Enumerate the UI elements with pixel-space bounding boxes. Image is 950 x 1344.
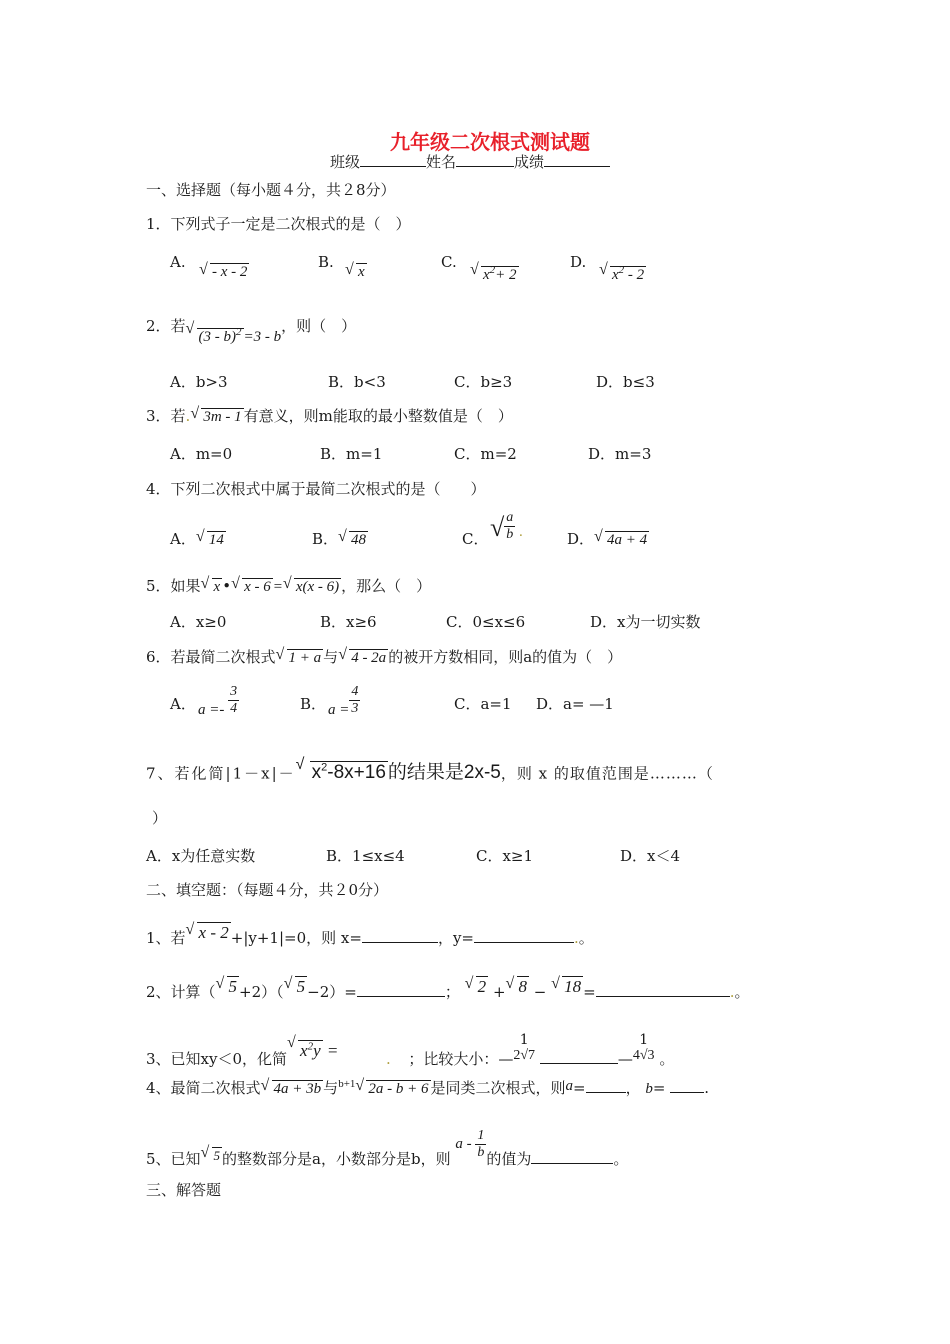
fill-2-blank-2[interactable]	[596, 982, 730, 997]
q5-option-c[interactable]: C．0≤x≤6	[446, 613, 526, 631]
class-blank[interactable]	[360, 152, 426, 167]
fill-4-a-blank[interactable]	[586, 1078, 626, 1093]
section-heading-choice: 一、选择题（每小题４分，共２8分）	[146, 181, 396, 199]
fill-1-x-blank[interactable]	[362, 928, 438, 943]
question-4-stem: 4．下列二次根式中属于最简二次根式的是（ ）	[146, 480, 486, 498]
student-info-line	[330, 152, 610, 172]
q5-option-d[interactable]: D．x为一切实数	[590, 613, 701, 631]
q2-option-a[interactable]: A．b>3	[170, 373, 228, 391]
fill-4: 4、最简二次根式√ 4a + 3b 与$^{b+1}$√ 2a - b + 6 是同类二次根式，则a= ， b= .	[146, 1074, 709, 1099]
q7-option-a[interactable]: A．x为任意实数	[146, 847, 256, 865]
q6-a-expr: a =- $\frac{3}{4}$	[198, 684, 238, 718]
fill-3: 3、已知xy＜0，化简√ $x^2y$ = . ；比较大小：— 1 2√7 — 1 4√3 。	[146, 1044, 674, 1076]
name-label: 姓名	[426, 153, 457, 171]
q6-option-a-label[interactable]: A．	[170, 695, 196, 713]
q3-option-d[interactable]: D．m=3	[588, 445, 652, 463]
fill-2: 2、计算（√ 5 +2）（√ 5 −2）= ； √ 2 +√ 8 − √ 18 = .。	[146, 982, 750, 1002]
q2-option-d[interactable]: D．b≤3	[596, 373, 655, 391]
q4-c-expr: √ $\frac{a}{b}$ .	[490, 510, 523, 543]
q1-b-expr: √ x	[345, 264, 367, 281]
fill-1-y-blank[interactable]	[474, 928, 574, 943]
question-6-stem: 6．若最简二次根式√ 1 + a 与√ 4 - 2a 的被开方数相同，则a的值为（ ）	[146, 647, 622, 668]
fill-3-blank-1[interactable]: .	[338, 1050, 391, 1068]
q2-option-c[interactable]: C．b≥3	[454, 373, 513, 391]
fill-4-b-blank[interactable]	[670, 1078, 704, 1093]
q1-option-a[interactable]: A.	[170, 253, 186, 271]
score-label: 成绩	[514, 153, 545, 171]
q4-option-b[interactable]: B．√ 48	[312, 529, 368, 550]
question-3-stem: 3．若.√ 3m - 1 有意义，则m能取的最小整数值是（ ）	[146, 406, 513, 427]
fill-1: 1、若√ x - 2 +|y+1|=0，则 x= ，y= .。	[146, 928, 594, 948]
question-2-stem: 2．若√ (3 - b)$^2$ =3 - b，则（ ）	[146, 312, 356, 337]
q1-option-c[interactable]: C.	[441, 253, 457, 271]
q7-option-c[interactable]: C．x≥1	[476, 847, 534, 865]
page-title: 九年级二次根式测试题	[390, 130, 590, 154]
q1-option-d[interactable]: D.	[570, 253, 587, 271]
q5-option-b[interactable]: B．x≥6	[320, 613, 377, 631]
fill-5-blank[interactable]	[531, 1149, 613, 1164]
fill-2-blank-1[interactable]	[357, 982, 445, 997]
question-1-stem: 1．下列式子一定是二次根式的是（ ）	[146, 215, 411, 233]
q4-option-d[interactable]: D．√ 4a + 4	[567, 529, 649, 550]
q4-option-a[interactable]: A．√ 14	[170, 529, 226, 550]
fill-5: 5、已知√ 5 的整数部分是a，小数部分是b，则 a - $\frac{1}{b}$ 的值为 。	[146, 1144, 628, 1177]
q7-option-b[interactable]: B．1≤x≤4	[326, 847, 405, 865]
q6-option-b-label[interactable]: B．	[300, 695, 327, 713]
q1-option-b[interactable]: B.	[318, 253, 334, 271]
q5-option-a[interactable]: A．x≥0	[170, 613, 227, 631]
q2-option-b[interactable]: B．b<3	[328, 373, 386, 391]
question-7-stem: 7、若化简|1－x|－√ $x^2-8x+16$ 的结果是2x-5，则 x 的取值范围是………（	[146, 758, 714, 783]
q7-option-d[interactable]: D．x＜4	[620, 847, 681, 865]
score-blank[interactable]	[544, 152, 610, 167]
q3-option-c[interactable]: C．m=2	[454, 445, 517, 463]
class-label: 班级	[330, 153, 361, 171]
q7-close-paren: ）	[152, 809, 168, 827]
q3-option-a[interactable]: A．m=0	[170, 445, 233, 463]
q6-option-c[interactable]: C．a=1	[454, 695, 512, 713]
question-5-stem: 5．如果√ x •√ x - 6 =√ x(x - 6) ，那么（ ）	[146, 576, 431, 597]
q6-option-d[interactable]: D．a= —1	[536, 695, 614, 713]
q3-option-b[interactable]: B．m=1	[320, 445, 383, 463]
fill-3-compare-blank[interactable]	[540, 1049, 618, 1064]
q1-d-expr: √ $x^2 - 2$	[599, 264, 646, 284]
q1-c-expr: √ $x^2+ 2$	[470, 264, 519, 284]
section-heading-solve: 三、解答题	[146, 1181, 222, 1199]
section-heading-fill: 二、填空题：（每题４分，共２0分）	[146, 881, 389, 899]
q6-b-expr: a = $\frac{4}{3}$	[328, 684, 359, 718]
name-blank[interactable]	[456, 152, 514, 167]
q4-option-c[interactable]: C．	[462, 530, 489, 548]
q1-a-expr: √ - x - 2	[199, 264, 249, 281]
